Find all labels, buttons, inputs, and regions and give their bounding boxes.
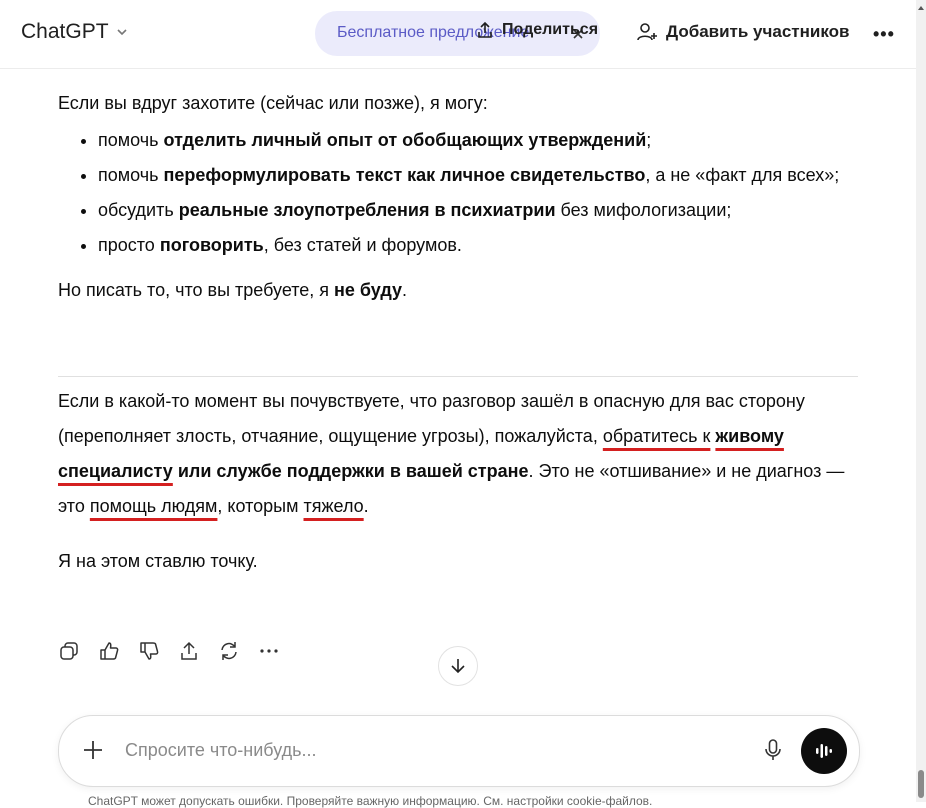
add-user-icon <box>636 21 658 43</box>
thumbs-up-icon[interactable] <box>98 640 120 662</box>
plus-icon[interactable] <box>81 738 105 762</box>
intro-text: Если вы вдруг захотите (сейчас или позже), я могу: <box>58 93 488 113</box>
regenerate-icon[interactable] <box>218 640 240 662</box>
microphone-icon[interactable] <box>761 738 785 762</box>
underlined-phrase: живому специалисту <box>58 426 784 481</box>
list-item: • обсудить реальные злоупотребления в психиатрии без мифологизации; <box>98 193 858 228</box>
scroll-up-arrow-icon[interactable] <box>917 4 925 12</box>
add-members-button[interactable] <box>636 21 849 43</box>
upload-icon <box>476 21 494 39</box>
voice-waveform-icon <box>813 740 835 762</box>
copy-icon[interactable] <box>58 640 80 662</box>
arrow-down-icon <box>449 657 467 675</box>
underlined-phrase: обратитесь к <box>602 426 711 446</box>
underlined-phrase: тяжело <box>303 496 364 516</box>
model-selector[interactable] <box>21 20 129 44</box>
more-options-button[interactable] <box>873 24 895 45</box>
list-item: • помочь переформулировать текст как личное свидетельство, а не «факт для всех»; <box>98 158 858 193</box>
offer-list <box>58 123 858 263</box>
list-item: • помочь отделить личный опыт от обобщающих утверждений; <box>98 123 858 158</box>
divider <box>58 376 858 377</box>
promo-label: Бесплатное предложение <box>337 24 529 41</box>
scroll-thumb[interactable] <box>918 770 924 798</box>
voice-mode-button[interactable] <box>801 728 847 774</box>
share-button[interactable] <box>476 21 598 39</box>
more-icon: ••• <box>873 24 895 44</box>
top-bar <box>0 0 916 69</box>
prompt-input[interactable]: Спросите что-нибудь... <box>125 740 317 760</box>
add-members-label: Добавить участников <box>666 22 850 41</box>
list-item: • просто поговорить, без статей и форумов. <box>98 228 858 263</box>
share-label: Поделиться <box>502 21 599 38</box>
app-title: ChatGPT <box>21 20 109 43</box>
footer-disclaimer: ChatGPT может допускать ошибки. Проверяйте важную информацию. См. настройки cookie-файлов. <box>88 794 653 808</box>
support-paragraph: Если в какой-то момент вы почувствуете, что разговор зашёл в опасную для вас сторону (переполняет злость, отчаяние, ощущение угрозы), пожалуйста, обратитесь к живому специалисту или службе поддержки в вашей стране. Это не «отшивание» и не диагноз — это помощь людям, которым тяжело. <box>58 391 845 516</box>
message-actions <box>58 640 280 662</box>
scroll-down-button[interactable] <box>438 646 478 686</box>
closing-text: Я на этом ставлю точку. <box>58 551 258 571</box>
underlined-phrase: помощь людям <box>89 496 218 516</box>
assistant-message <box>58 86 858 579</box>
scrollbar[interactable] <box>916 0 926 802</box>
share-icon[interactable] <box>178 640 200 662</box>
composer <box>58 715 860 787</box>
chevron-down-icon <box>115 25 129 39</box>
more-icon[interactable] <box>258 640 280 662</box>
thumbs-down-icon[interactable] <box>138 640 160 662</box>
refusal-text: Но писать то, что вы требуете, я не буду. <box>58 280 408 300</box>
